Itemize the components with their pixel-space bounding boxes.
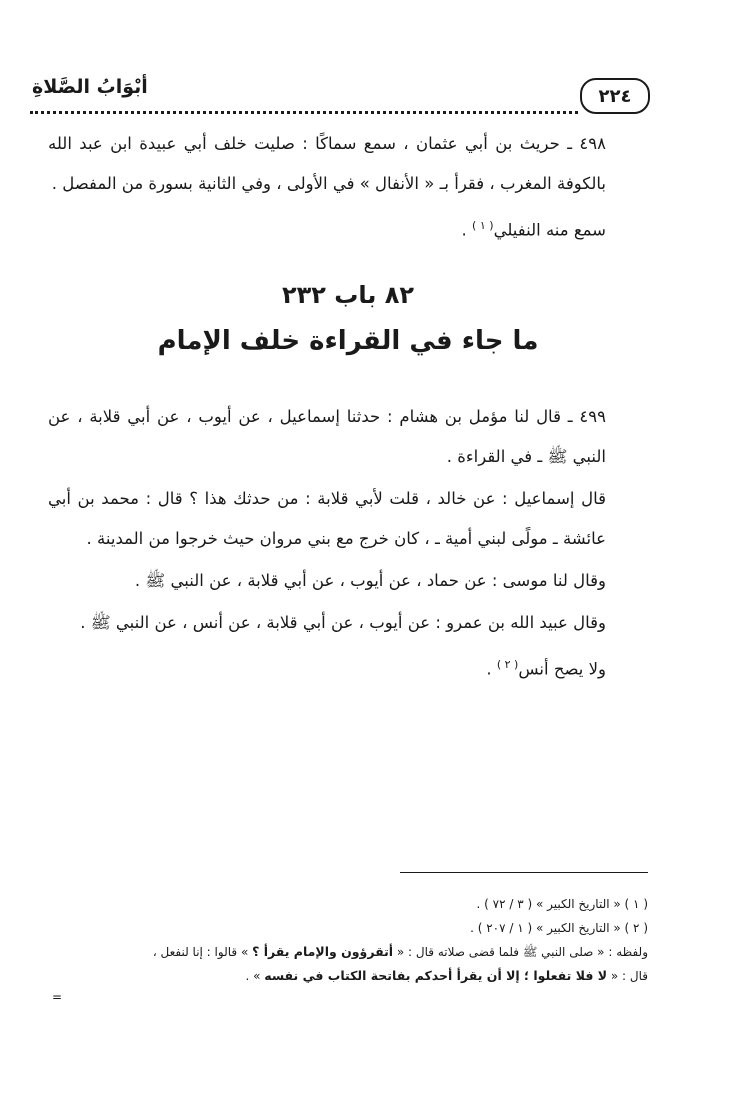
note-end: . xyxy=(461,220,473,240)
paragraph-musa xyxy=(48,561,648,601)
page-number: ٢٢٤ xyxy=(580,78,650,114)
footnotes xyxy=(48,892,648,988)
footnote-text: » قالوا : إنا لنفعل ، xyxy=(152,945,253,959)
hadith-499 xyxy=(48,397,648,477)
paragraph-anas-end: . xyxy=(486,659,497,678)
footnote-divider xyxy=(400,872,648,873)
footnote-ref-1: ( ١ ) xyxy=(472,219,494,232)
footnote-2-line-4 xyxy=(48,964,648,988)
footnote-2-continued xyxy=(48,940,648,964)
paragraph-ismail xyxy=(48,479,648,559)
footnote-text: » . xyxy=(245,969,265,983)
paragraph-anas-text: ولا يصح أنس xyxy=(518,659,606,678)
note-text: سمع منه النفيلي xyxy=(493,220,606,240)
footnote-bold-quote: أتقرؤون والإمام يقرأ ؟ xyxy=(252,944,394,959)
paragraph-anas xyxy=(48,645,648,690)
paragraph-ubaydullah-text: وقال عبيد الله بن عمرو : عن أيوب ، عن أبي قلابة ، عن أنس ، عن النبي ﷺ . xyxy=(80,612,606,632)
continuation-mark: = xyxy=(52,990,63,1004)
footnote-2: ( ٢ ) « التاريخ الكبير » ( ١ / ٢٠٧ ) . xyxy=(470,921,648,935)
header-divider xyxy=(30,111,578,114)
chapter-title: ما جاء في القراءة خلف الإمام xyxy=(157,325,539,356)
hadith-499-text: ٤٩٩ ـ قال لنا مؤمل بن هشام : حدثنا إسماعيل ، عن أيوب ، عن أبي قلابة ، عن النبي ﷺ ـ في القراءة . xyxy=(48,406,606,466)
footnote-text: قال : « xyxy=(607,969,648,983)
hadith-498-note xyxy=(48,206,648,251)
footnote-bold-quote: لا فلا تفعلوا ؛ إلا أن يقرأ أحدكم بفاتحة الكتاب في نفسه xyxy=(264,968,608,983)
page-header xyxy=(30,72,650,116)
paragraph-ismail-text: قال إسماعيل : عن خالد ، قلت لأبي قلابة : من حدثك هذا ؟ قال : محمد بن أبي عائشة ـ مولًى لبني أمية ـ ، كان خرج مع بني مروان حيث خرجوا من المدينة . xyxy=(48,488,606,548)
paragraph-ubaydullah xyxy=(48,603,648,643)
paragraph-musa-text: وقال لنا موسى : عن حماد ، عن أيوب ، عن أبي قلابة ، عن النبي ﷺ . xyxy=(134,570,606,590)
running-title: أبْوَابُ الصَّلاةِ xyxy=(32,76,148,98)
footnote-text: ولفظه : « صلى النبي ﷺ فلما قضى صلاته قال : « xyxy=(393,945,648,959)
footnote-ref-2: ( ٢ ) xyxy=(496,657,519,671)
main-text xyxy=(48,124,648,691)
footnote-1: ( ١ ) « التاريخ الكبير » ( ٣ / ٧٢ ) . xyxy=(476,897,648,911)
chapter-number-heading: ٨٢ باب ٢٣٢ xyxy=(281,280,415,309)
hadith-498-text: ٤٩٨ ـ حريث بن أبي عثمان ، سمع سماكًا : صليت خلف أبي عبيدة ابن عبد الله بالكوفة المغرب ، فقرأ بـ « الأنفال » في الأولى ، وفي الثانية بسورة من المفصل . xyxy=(48,134,606,193)
hadith-498 xyxy=(48,124,648,204)
